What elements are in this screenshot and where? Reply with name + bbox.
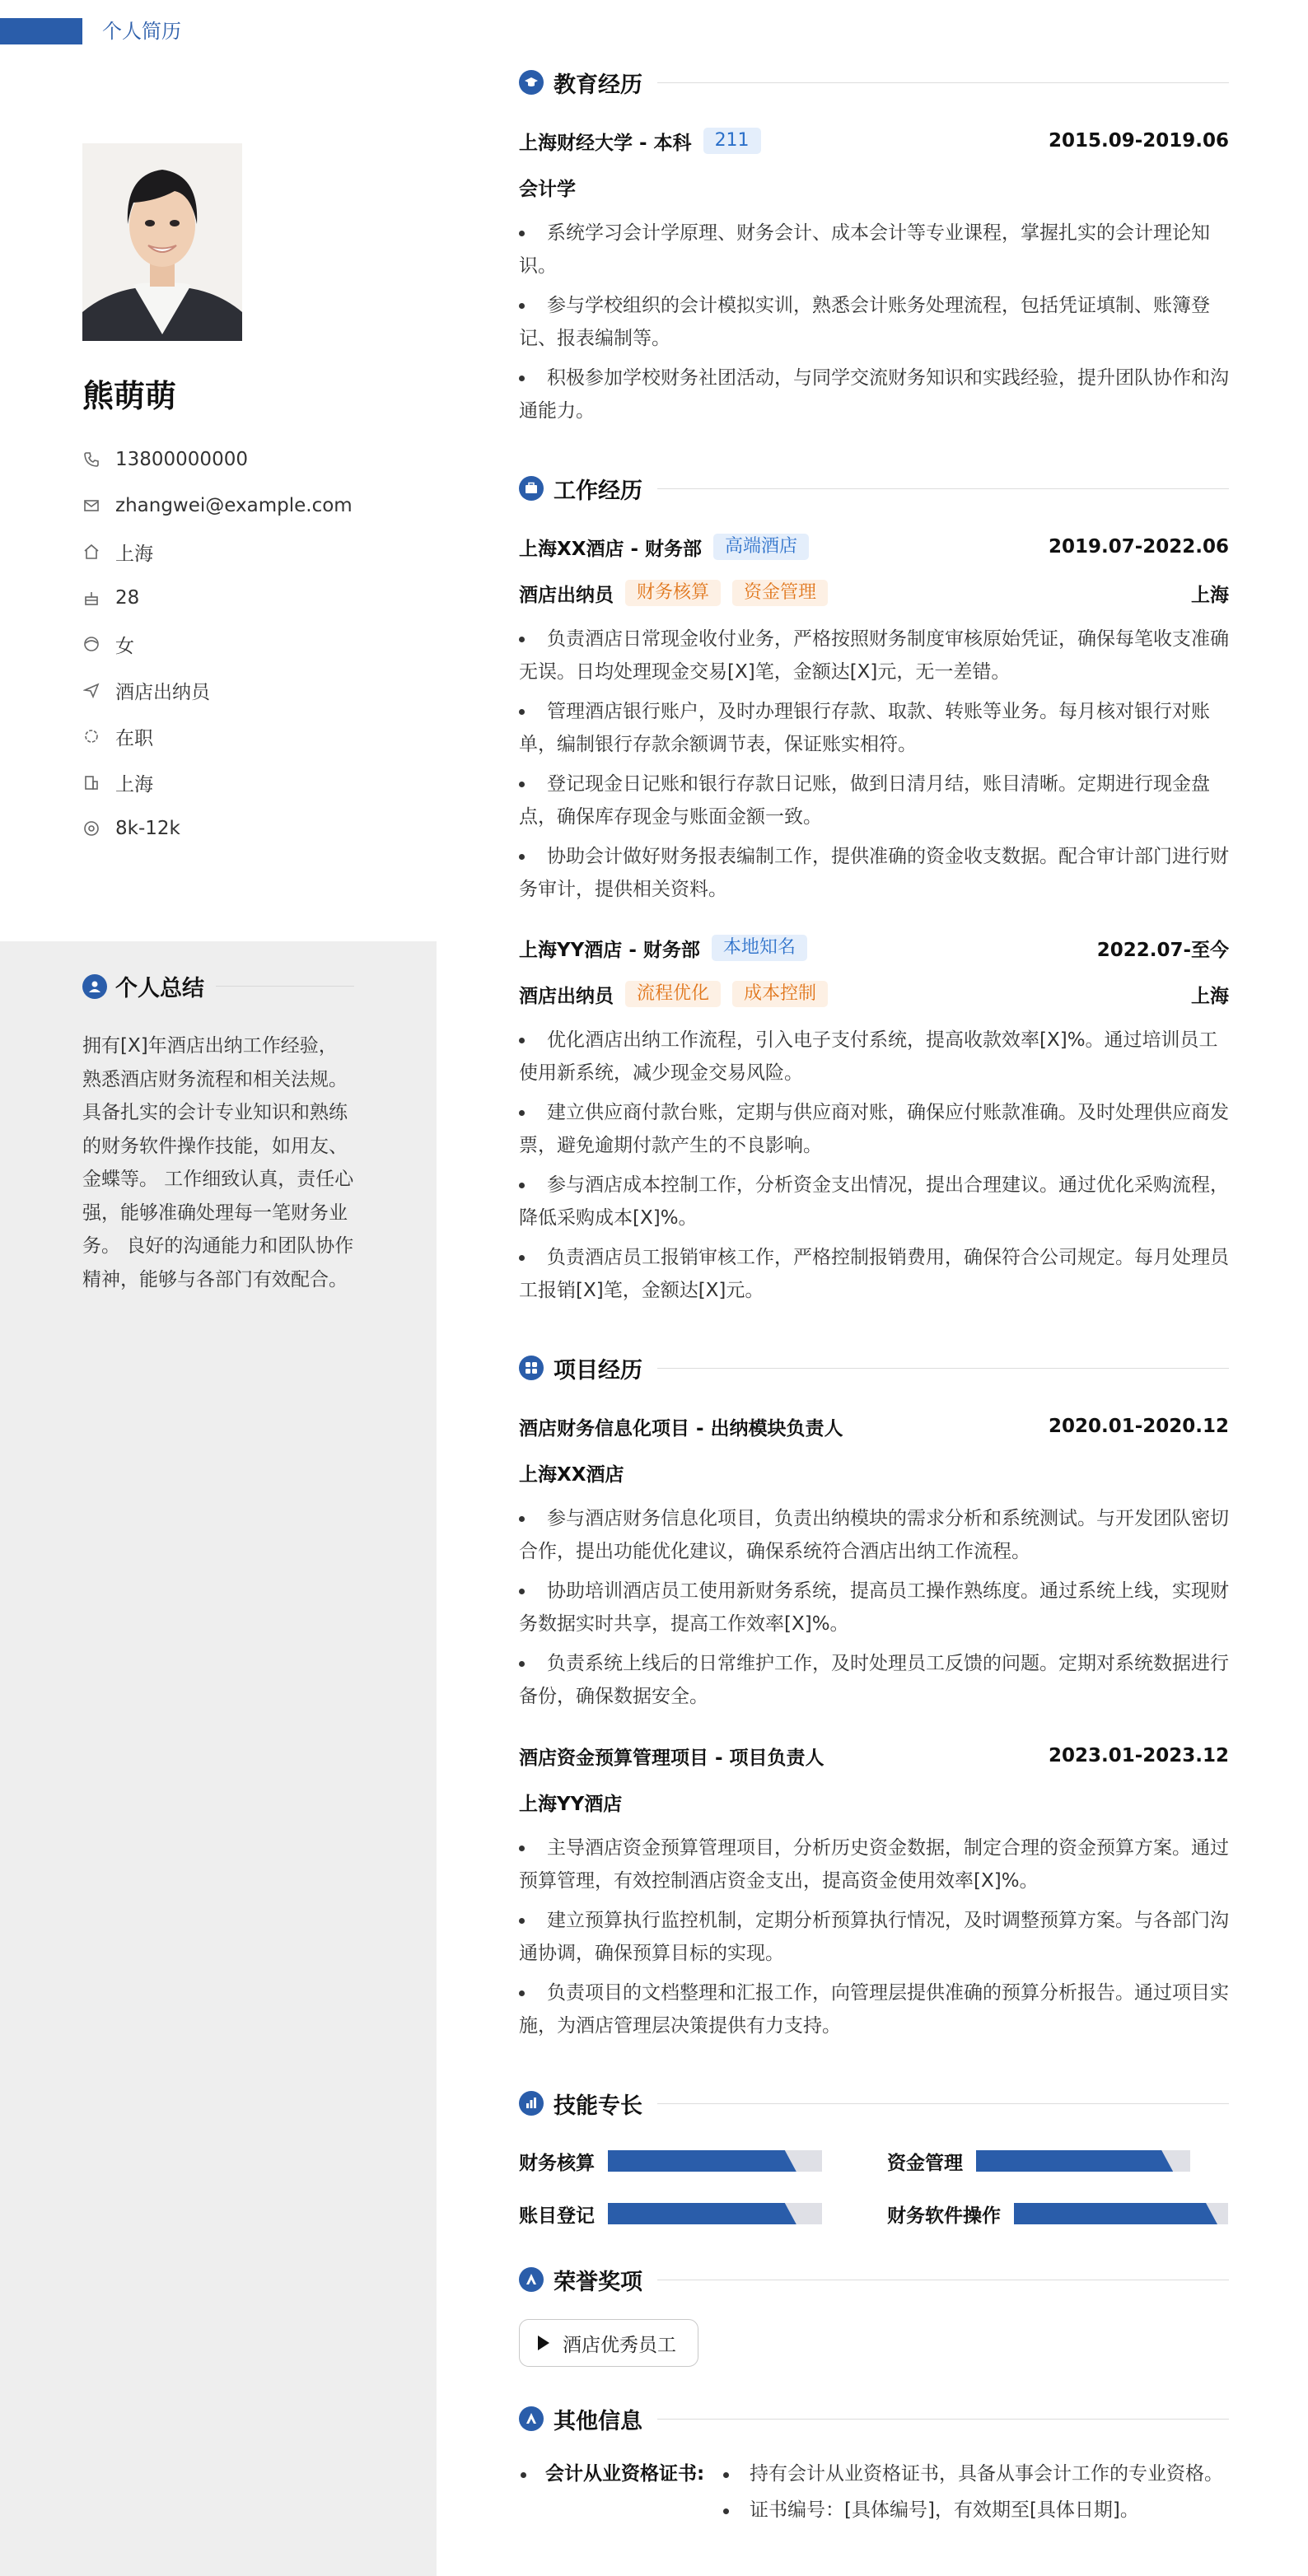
skill-bar [608, 2203, 822, 2224]
info-salary [82, 805, 353, 852]
job-2-bullets [519, 1024, 1229, 1314]
info-gender [82, 621, 353, 667]
contact-info-list [82, 436, 353, 852]
job-2-row [519, 933, 1229, 963]
skill-bar [976, 2150, 1190, 2172]
job-1-role: 酒店出纳员 [519, 584, 614, 606]
job-1-period: 2019.07-2022.06 [1048, 536, 1229, 558]
list-item: 证书编号：[具体编号]，有效期至[具体日期]。 [722, 2494, 1229, 2527]
info-salary-text: 8k-12k [115, 818, 180, 839]
info-position-text: 酒店出纳员 [115, 681, 210, 703]
graduation-cap-icon [519, 70, 544, 95]
project-2-org-row [519, 1787, 1229, 1817]
list-item: 负责项目的文档整理和汇报工作，向管理层提供准确的预算分析报告。通过项目实施，为酒店管理层决策提供有力支持。 [519, 1976, 1229, 2042]
list-item: 积极参加学校财务社团活动，与同学交流财务知识和实践经验，提升团队协作和沟通能力。 [519, 362, 1229, 427]
skill-bar [1014, 2203, 1228, 2224]
skill-item [887, 2146, 1190, 2176]
skill-name: 资金管理 [887, 2152, 963, 2174]
info-status [82, 713, 353, 759]
list-item: 协助培训酒店员工使用新财务系统，提高员工操作熟练度。通过系统上线，实现财务数据实时共享，提高工作效率[X]%。 [519, 1575, 1229, 1640]
award-icon [519, 2406, 544, 2431]
skill-bar-fill [1014, 2203, 1217, 2224]
job-1-bullets [519, 623, 1229, 912]
major-name: 会计学 [519, 178, 576, 200]
cake-icon [82, 589, 100, 607]
list-item: 系统学习会计学原理、财务会计、成本会计等专业课程，掌握扎实的会计理论知识。 [519, 217, 1229, 282]
list-item: 登记现金日记账和银行存款日记账，做到日清月结，账目清晰。定期进行现金盘点，确保库存现金与账面金额一致。 [519, 768, 1229, 833]
list-item: 优化酒店出纳工作流程，引入电子支付系统，提高收款效率[X]%。通过培训员工使用新系统，减少现金交易风险。 [519, 1024, 1229, 1090]
honor-label: 酒店优秀员工 [563, 2334, 676, 2356]
other-divider [657, 2419, 1229, 2420]
list-item: 建立供应商付款台账，定期与供应商对账，确保应付账款准确。及时处理供应商发票，避免逾期付款产生的不良影响。 [519, 1096, 1229, 1162]
info-phone-text: 13800000000 [115, 449, 248, 470]
project-1-name: 酒店财务信息化项目 - 出纳模块负责人 [519, 1417, 843, 1440]
bar-chart-icon [519, 2091, 544, 2116]
school-name: 上海财经大学 - 本科 [519, 132, 692, 154]
home-icon [82, 543, 100, 561]
other-key: 会计从业资格证书: [519, 2457, 704, 2490]
major-row [519, 172, 1229, 202]
briefcase-icon [519, 476, 544, 501]
other-title: 其他信息 [554, 2408, 642, 2434]
project-2-period: 2023.01-2023.12 [1048, 1745, 1229, 1766]
job-1-skill-tag: 财务核算 [625, 580, 721, 606]
job-2-period: 2022.07-至今 [1096, 939, 1229, 961]
header-ribbon [0, 18, 82, 44]
job-1-skill-tag: 资金管理 [732, 580, 828, 606]
list-item: 参与酒店财务信息化项目，负责出纳模块的需求分析和系统测试。与开发团队密切合作，提出功能优化建议，确保系统符合酒店出纳工作流程。 [519, 1502, 1229, 1568]
mail-icon [82, 497, 100, 515]
info-location [82, 529, 353, 575]
list-item: 持有会计从业资格证书，具备从事会计工作的专业资格。 [722, 2457, 1229, 2490]
info-age-text: 28 [115, 587, 140, 609]
list-item: 管理酒店银行账户，及时办理银行存款、取款、转账等业务。每月核对银行对账单，编制银行存款余额调节表，保证账实相符。 [519, 695, 1229, 761]
award-icon [519, 2267, 544, 2292]
user-icon [82, 974, 107, 999]
other-values [722, 2457, 1229, 2530]
info-phone [82, 436, 353, 483]
projects-header [519, 1351, 1229, 1384]
job-1-company: 上海XX酒店 - 财务部 [519, 538, 703, 560]
project-1-org: 上海XX酒店 [519, 1463, 624, 1486]
skill-name: 财务核算 [519, 2152, 595, 2174]
job-2-skill-tag: 成本控制 [732, 981, 828, 1007]
project-2-bullets [519, 1832, 1229, 2049]
skill-name: 财务软件操作 [887, 2205, 1001, 2227]
job-2-role-row [519, 979, 1229, 1009]
info-position [82, 667, 353, 713]
info-age [82, 575, 353, 621]
skill-bar-fill [608, 2150, 796, 2172]
send-icon [82, 681, 100, 699]
job-2-city: 上海 [1191, 985, 1229, 1007]
info-city-text: 上海 [115, 773, 153, 796]
phone-icon [82, 450, 100, 469]
job-1-role-row [519, 578, 1229, 608]
job-1-row [519, 532, 1229, 562]
info-email [82, 483, 353, 529]
info-status-text: 在职 [115, 727, 153, 749]
skill-bar-fill [608, 2203, 796, 2224]
school-tag: 211 [703, 128, 761, 154]
skill-bar [608, 2150, 822, 2172]
skill-name: 账目登记 [519, 2205, 595, 2227]
skills-divider [657, 2103, 1229, 2104]
skill-item [519, 2146, 822, 2176]
education-period: 2015.09-2019.06 [1048, 130, 1229, 152]
summary-title: 个人总结 [115, 976, 204, 1001]
honors-title: 荣誉奖项 [554, 2269, 642, 2295]
gender-icon [82, 635, 100, 653]
skills-title: 技能专长 [554, 2093, 642, 2119]
info-gender-text: 女 [115, 635, 134, 657]
work-divider [657, 488, 1229, 489]
projects-title: 项目经历 [554, 1357, 642, 1384]
honors-header [519, 2263, 1229, 2296]
salary-icon [82, 819, 100, 838]
summary-divider [216, 986, 354, 987]
project-1-org-row [519, 1458, 1229, 1487]
skill-item [887, 2199, 1228, 2228]
candidate-name: 熊萌萌 [82, 378, 177, 414]
job-2-tag: 本地知名 [712, 935, 807, 961]
honor-item [519, 2319, 698, 2367]
list-item: 主导酒店资金预算管理项目，分析历史资金数据，制定合理的资金预算方案。通过预算管理，有效控制酒店资金支出，提高资金使用效率[X]%。 [519, 1832, 1229, 1897]
list-item: 建立预算执行监控机制，定期分析预算执行情况，及时调整预算方案。与各部门沟通协调，确保预算目标的实现。 [519, 1904, 1229, 1970]
play-icon [538, 2336, 549, 2350]
resume-label: 个人简历 [102, 20, 181, 43]
list-item: 负责酒店日常现金收付业务，严格按照财务制度审核原始凭证，确保每笔收支准确无误。日均处理现金交易[X]笔，金额达[X]元，无一差错。 [519, 623, 1229, 688]
job-2-skill-tag: 流程优化 [625, 981, 721, 1007]
list-item: 参与酒店成本控制工作，分析资金支出情况，提出合理建议。通过优化采购流程，降低采购成本[X]%。 [519, 1169, 1229, 1234]
list-item: 负责酒店员工报销审核工作，严格控制报销费用，确保符合公司规定。每月处理员工报销[X]笔，金额达[X]元。 [519, 1241, 1229, 1307]
status-icon [82, 727, 100, 745]
profile-photo [82, 143, 242, 341]
list-item: 参与学校组织的会计模拟实训，熟悉会计账务处理流程，包括凭证填制、账簿登记、报表编制等。 [519, 289, 1229, 355]
project-1-period: 2020.01-2020.12 [1048, 1416, 1229, 1437]
education-title: 教育经历 [554, 72, 642, 98]
project-1-bullets [519, 1502, 1229, 1720]
skill-item [519, 2199, 822, 2228]
projects-divider [657, 1368, 1229, 1369]
info-email-text: zhangwei@example.com [115, 495, 353, 516]
building-icon [82, 773, 100, 791]
project-2-row [519, 1741, 1229, 1771]
grid-icon [519, 1356, 544, 1380]
job-2-company: 上海YY酒店 - 财务部 [519, 939, 700, 961]
work-header [519, 472, 1229, 505]
education-row [519, 126, 1229, 156]
work-title: 工作经历 [554, 478, 642, 504]
summary-text: 拥有[X]年酒店出纳工作经验，熟悉酒店财务流程和相关法规。 具备扎实的会计专业知识和熟练的财务软件操作技能，如用友、金蝶等。 工作细致认真，责任心强，能够准确处理每一笔财务业务。 良好的沟通能力和团队协作精神，能够与各部门有效配合。 [82, 1035, 354, 1290]
job-2-role: 酒店出纳员 [519, 985, 614, 1007]
info-location-text: 上海 [115, 543, 153, 565]
other-header [519, 2402, 1229, 2435]
skill-bar-fill [976, 2150, 1173, 2172]
summary-header [82, 970, 354, 1002]
info-city [82, 759, 353, 805]
education-divider [657, 82, 1229, 83]
project-1-row [519, 1412, 1229, 1441]
job-1-city: 上海 [1191, 584, 1229, 606]
education-bullets [519, 217, 1229, 434]
list-item: 负责系统上线后的日常维护工作，及时处理员工反馈的问题。定期对系统数据进行备份，确保数据安全。 [519, 1647, 1229, 1713]
education-header [519, 66, 1229, 99]
skills-header [519, 2087, 1229, 2120]
project-2-org: 上海YY酒店 [519, 1793, 623, 1815]
job-1-tag: 高端酒店 [713, 534, 809, 560]
list-item: 协助会计做好财务报表编制工作，提供准确的资金收支数据。配合审计部门进行财务审计，提供相关资料。 [519, 840, 1229, 906]
project-2-name: 酒店资金预算管理项目 - 项目负责人 [519, 1747, 825, 1769]
